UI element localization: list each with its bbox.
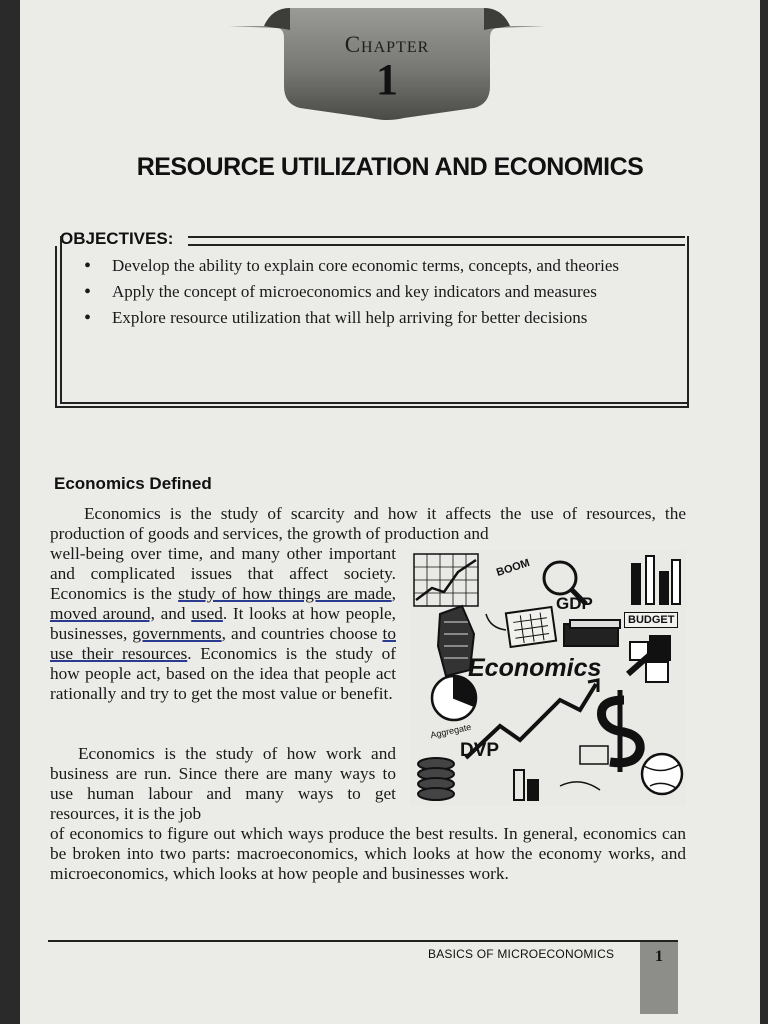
gdp-label: GDP (556, 594, 593, 613)
aggregate-label: Aggregate (429, 721, 473, 741)
paragraph-1-wrapped (50, 544, 396, 704)
text-run: well-being over time, and many other important and complicated issues that affect society. Economics is the (50, 544, 396, 603)
section-heading: Economics Defined (54, 474, 212, 493)
economics-word-label: Economics (468, 654, 602, 682)
page-number-tab (640, 942, 678, 1014)
objectives-list (80, 256, 670, 334)
objective-item: • Explore resource utilization that will help arriving for better decisions (80, 308, 670, 328)
objective-item: • Develop the ability to explain core economic terms, concepts, and theories (80, 256, 670, 276)
underlined-text: to use their resources (50, 624, 396, 663)
page-number: 1 (655, 948, 663, 965)
dvp-label: DVP (460, 740, 500, 761)
underlined-text: study of how things are made (178, 584, 392, 603)
paragraph-2-full-width: of economics to figure out which ways produce the best results. In general, economics can be broken into two parts: macroeconomics, which looks at how the economy works, and microeconomics, which looks at how people and businesses work. (50, 824, 686, 883)
underlined-text: moved around, (50, 604, 155, 623)
text-run: , and countries choose (221, 624, 383, 643)
economics-doodle-illustration (410, 550, 686, 806)
budget-label: BUDGET (624, 612, 678, 628)
chapter-number: 1 (376, 55, 398, 104)
text-run: . Economics is the study of how people act, based on the idea that people act rationally and try to get the most value or benefit. (50, 644, 396, 703)
underlined-text: used (191, 604, 223, 623)
underlined-text: governments (132, 624, 222, 643)
chapter-tab (228, 4, 546, 122)
textbook-page (20, 0, 760, 1024)
chapter-label: Chapter (344, 32, 430, 57)
text-run: , (391, 584, 396, 603)
footer-rule (48, 940, 678, 942)
paragraph-2-wrapped: Economics is the study of how work and business are run. Since there are many ways to use human labour and many ways to get resources, it is the job (50, 744, 396, 823)
paragraph-1-full-width: Economics is the study of scarcity and how it affects the use of resources, the production of goods and services, the growth of production and (50, 504, 686, 543)
text-run: and (154, 604, 192, 623)
boom-label: BOOM (494, 557, 532, 579)
footer-book-title: BASICS OF MICROECONOMICS (428, 947, 615, 961)
text-run: . It looks at how people, businesses, (50, 604, 396, 643)
chapter-title: RESOURCE UTILIZATION AND ECONOMICS (136, 153, 644, 181)
objective-item: • Apply the concept of microeconomics and key indicators and measures (80, 282, 670, 302)
objectives-heading: OBJECTIVES: (60, 229, 174, 248)
